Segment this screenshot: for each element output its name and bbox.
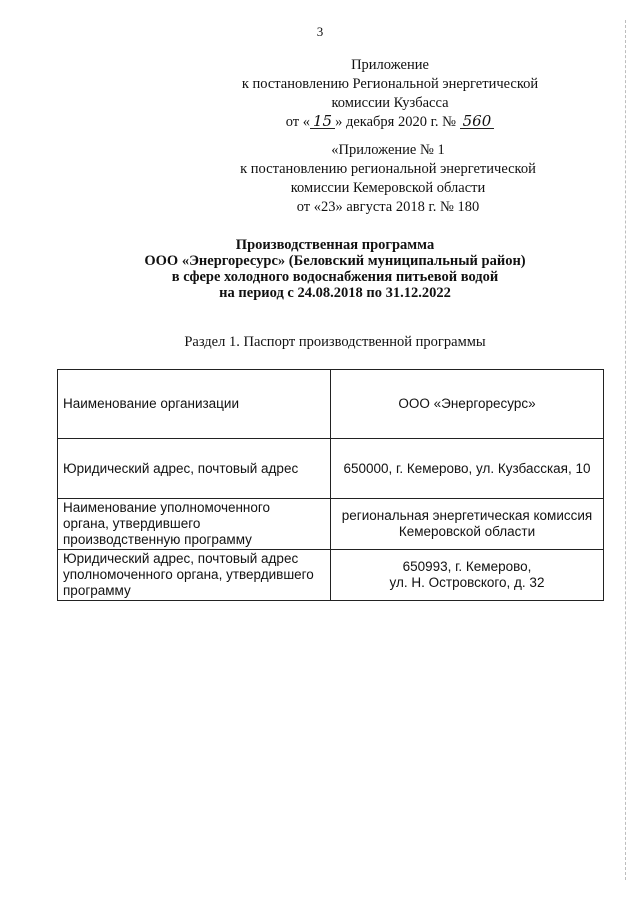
row-value: [331, 439, 604, 499]
passport-table: [57, 369, 604, 601]
appendix-line-3: комиссии Кузбасса: [331, 95, 449, 111]
row-value: [331, 370, 604, 439]
table-row: [58, 499, 604, 550]
original-appendix-line-3: комиссии Кемеровской области: [290, 180, 486, 196]
row-value-line: региональная энергетическая комиссия: [341, 508, 593, 523]
program-title-line-3: в сфере холодного водоснабжения питьевой водой: [171, 269, 499, 285]
row-label-line: Наименование организации: [63, 396, 239, 411]
row-label: [58, 499, 331, 550]
row-label-line: программу: [63, 583, 131, 598]
program-title-line-4: на период с 24.08.2018 по 31.12.2022: [219, 285, 451, 301]
original-appendix-line-2: к постановлению региональной энергетической: [240, 161, 536, 177]
scan-edge-line: [625, 20, 626, 880]
handwritten-day: 15: [310, 114, 335, 129]
row-value-line: 650000, г. Кемерово, ул. Кузбасская, 10: [343, 460, 591, 476]
program-title-line-2: ООО «Энергоресурс» (Беловский муниципальный район): [144, 253, 526, 269]
row-label-line: Юридический адрес, почтовый адрес: [63, 460, 299, 476]
original-appendix-line-4: от «23» августа 2018 г. № 180: [296, 199, 480, 215]
table-row: [58, 439, 604, 499]
date-middle: » декабря 2020 г. №: [335, 114, 456, 130]
appendix-line-2: к постановлению Региональной энергетической: [241, 76, 539, 92]
row-value-line: ООО «Энергоресурс»: [398, 396, 536, 411]
row-value-line: 650993, г. Кемерово,: [402, 559, 532, 574]
table-row: [58, 370, 604, 439]
row-label: [58, 550, 331, 601]
table-row: [58, 550, 604, 601]
row-label-line: органа, утвердившего: [63, 516, 201, 531]
row-label-line: производственную программу: [63, 532, 252, 547]
date-prefix: от «: [285, 114, 310, 130]
program-title-line-1: Производственная программа: [235, 237, 435, 253]
row-value: [331, 550, 604, 601]
row-label: [58, 370, 331, 439]
row-label-line: уполномоченного органа, утвердившего: [63, 567, 314, 582]
appendix-header: [170, 56, 610, 132]
row-value-line: ул. Н. Островского, д. 32: [389, 575, 545, 590]
original-appendix-header: [168, 141, 608, 217]
row-label-line: Наименование уполномоченного: [63, 500, 271, 515]
page-number: 3: [316, 24, 324, 39]
program-title: [100, 237, 570, 301]
appendix-title: Приложение: [351, 57, 429, 73]
original-appendix-title: «Приложение № 1: [331, 142, 445, 158]
row-value-line: Кемеровской области: [398, 524, 536, 539]
appendix-date-line: [170, 113, 610, 132]
row-label-line: Юридический адрес, почтовый адрес: [63, 551, 299, 566]
section-title: Раздел 1. Паспорт производственной программы: [184, 334, 486, 350]
handwritten-number: 560: [460, 114, 495, 129]
row-value: [331, 499, 604, 550]
row-label: [58, 439, 331, 499]
